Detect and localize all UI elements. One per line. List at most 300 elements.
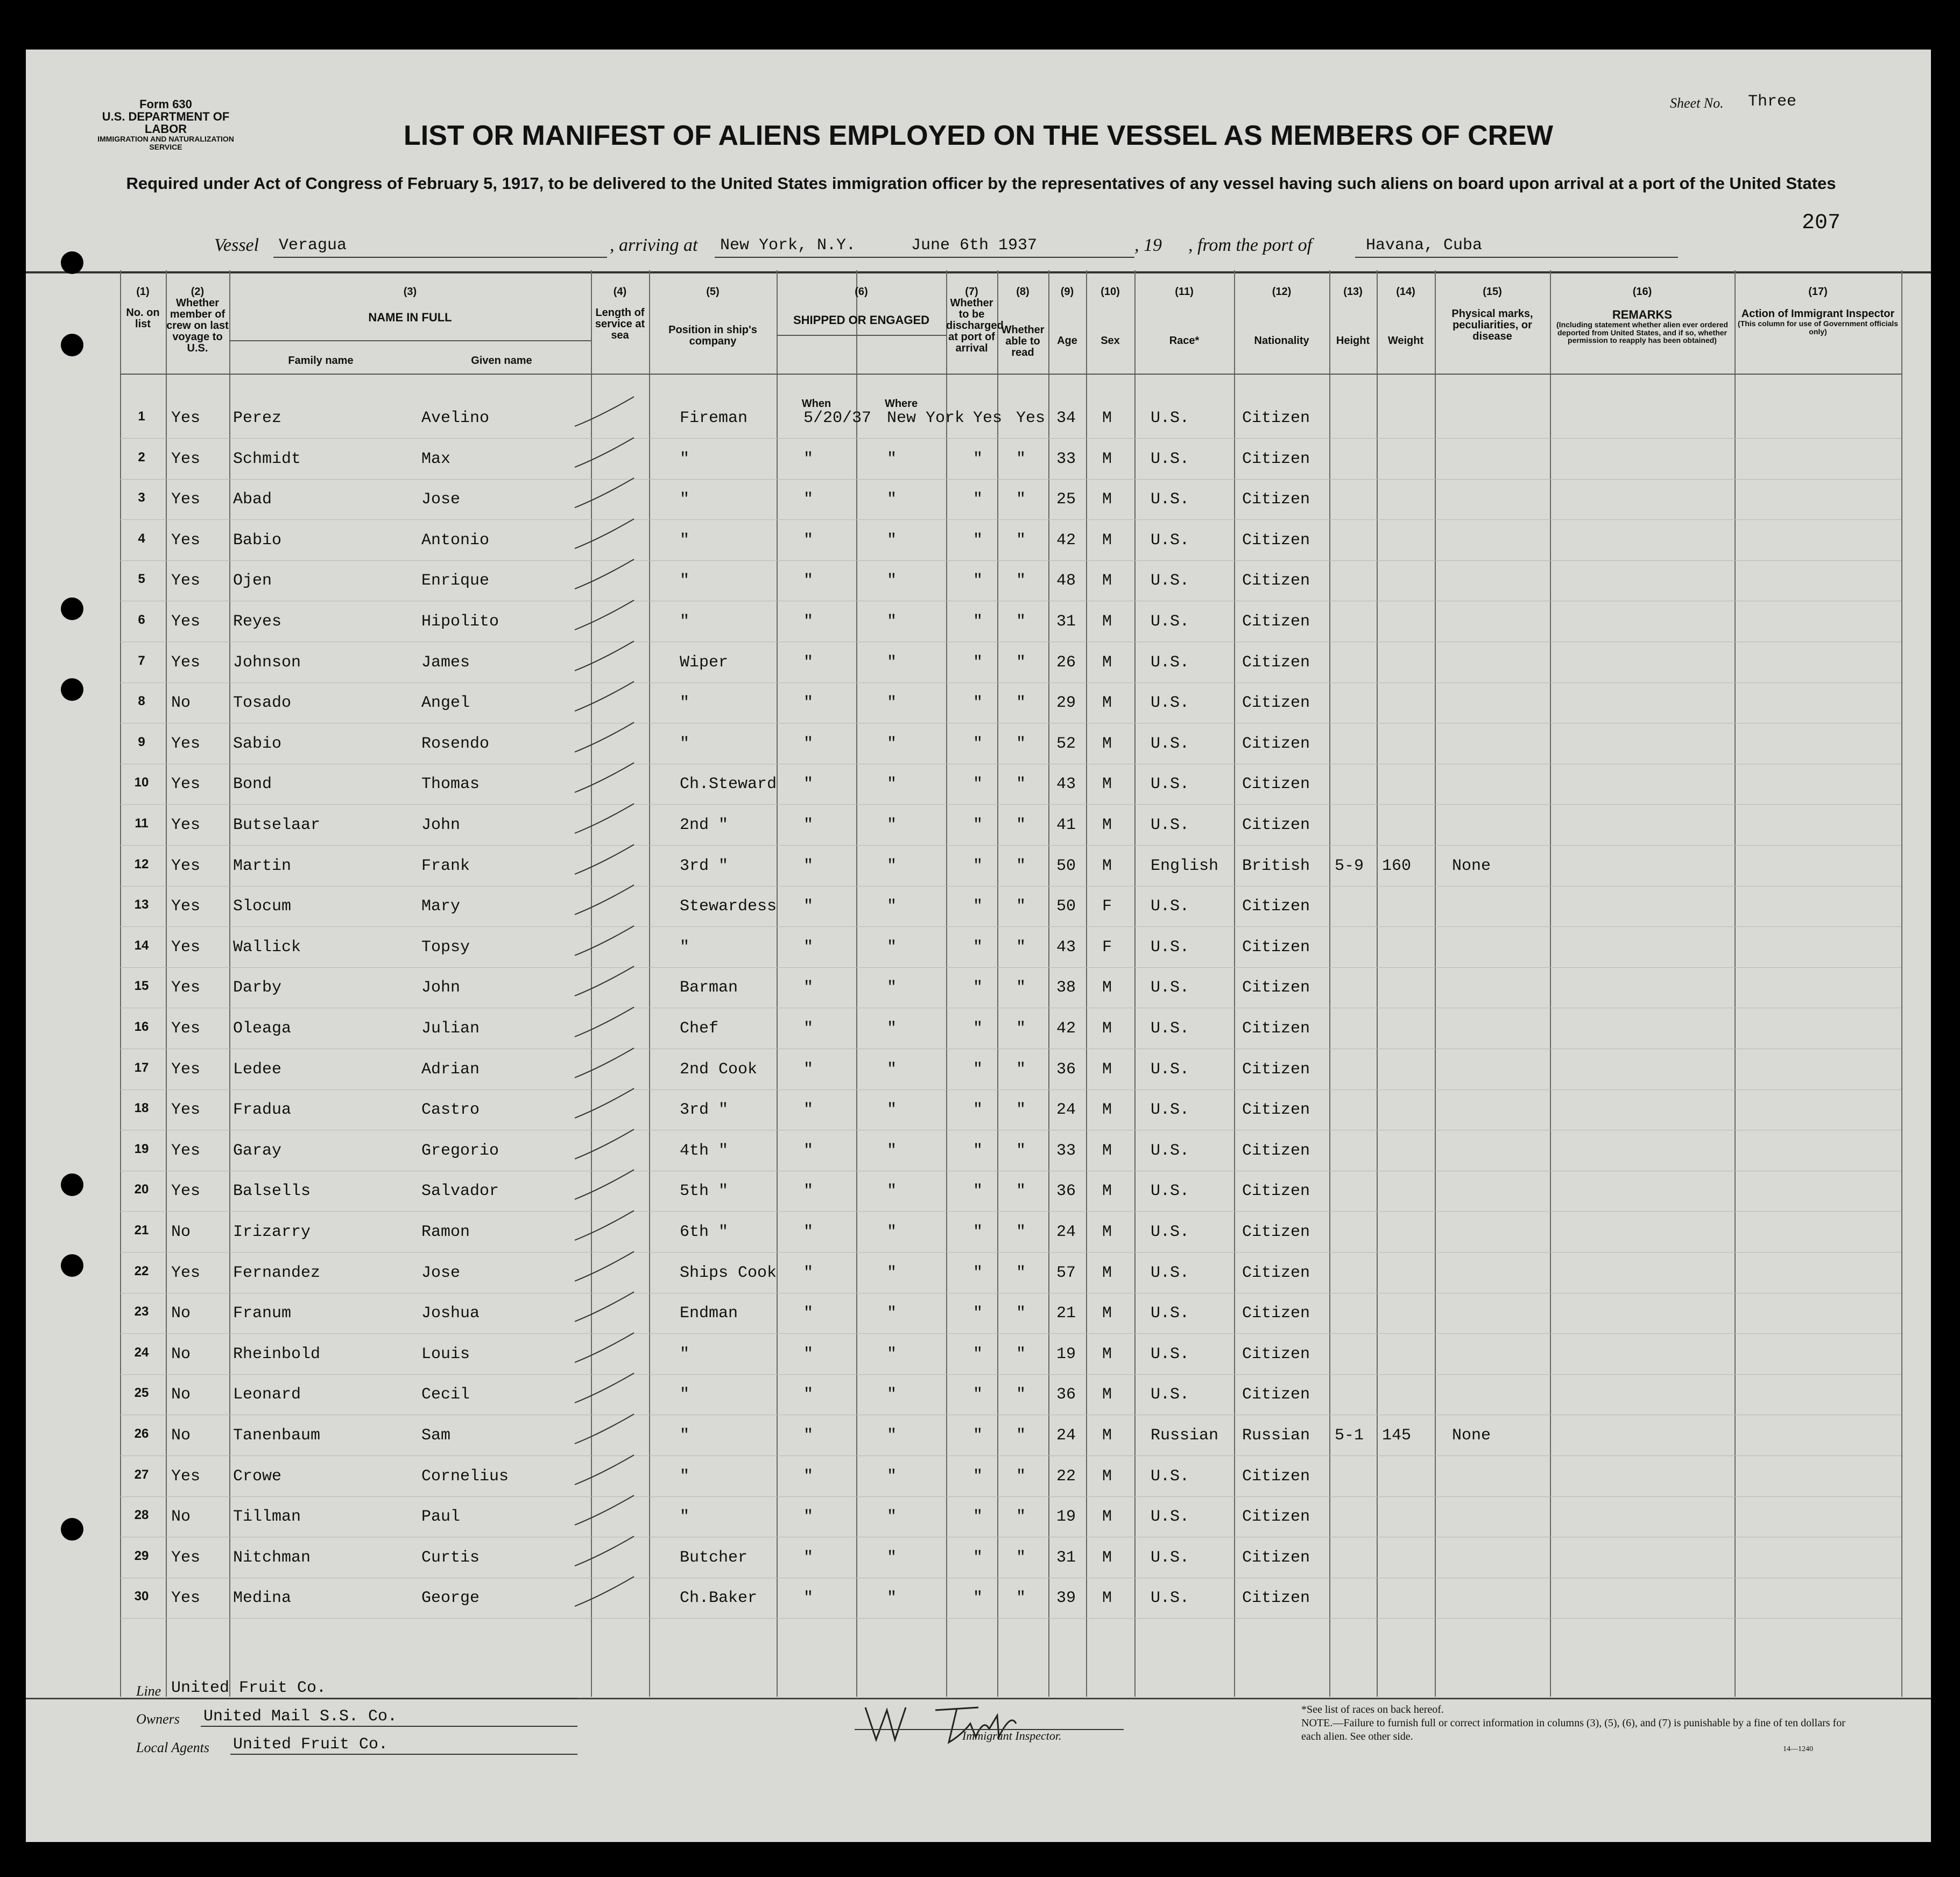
row-number: 24 bbox=[134, 1345, 149, 1360]
shipped-when: " bbox=[803, 531, 814, 550]
row-divider bbox=[120, 519, 1901, 520]
age: 33 bbox=[1056, 1141, 1076, 1160]
form-number: Form 630 bbox=[139, 97, 192, 111]
shipped-when: " bbox=[803, 938, 814, 957]
age: 43 bbox=[1056, 775, 1076, 794]
shipped-where: " bbox=[887, 1223, 897, 1241]
last-voyage: Yes bbox=[171, 897, 201, 916]
punch-hole bbox=[61, 597, 83, 620]
row-divider bbox=[120, 479, 1901, 480]
shipped-when: " bbox=[803, 1467, 814, 1486]
shipped-when: " bbox=[803, 694, 814, 713]
shipped-where: " bbox=[887, 816, 897, 834]
age: 38 bbox=[1056, 979, 1076, 997]
table-row bbox=[26, 1498, 1931, 1538]
race: U.S. bbox=[1151, 449, 1190, 468]
position: 3rd " bbox=[680, 1101, 729, 1120]
position: " bbox=[680, 1508, 690, 1527]
discharged: " bbox=[973, 1141, 983, 1160]
shipped-when: " bbox=[803, 1508, 814, 1527]
nationality: Citizen bbox=[1242, 1020, 1310, 1038]
race: U.S. bbox=[1151, 694, 1190, 713]
footer-notes bbox=[1301, 1703, 1856, 1744]
able-to-read: " bbox=[1016, 1141, 1026, 1160]
table-row bbox=[26, 562, 1931, 602]
row-number: 26 bbox=[134, 1426, 149, 1441]
inspector-label: Immigrant Inspector. bbox=[962, 1729, 1062, 1742]
nationality: Citizen bbox=[1242, 572, 1310, 590]
able-to-read: " bbox=[1016, 1060, 1026, 1079]
family-name: Perez bbox=[233, 409, 282, 427]
last-voyage: No bbox=[171, 1345, 191, 1363]
given-name: Castro bbox=[421, 1101, 480, 1120]
age: 36 bbox=[1056, 1060, 1076, 1079]
shipped-when: " bbox=[803, 1386, 814, 1404]
agents-value: United Fruit Co. bbox=[233, 1735, 389, 1754]
able-to-read: " bbox=[1016, 653, 1026, 672]
discharged: " bbox=[973, 1508, 983, 1527]
race: U.S. bbox=[1151, 1508, 1190, 1527]
race: U.S. bbox=[1151, 734, 1190, 753]
able-to-read: " bbox=[1016, 1020, 1026, 1038]
col-action-header: (17) Action of Immigrant Inspector (This column for use of Government officials only) bbox=[1738, 286, 1898, 336]
given-name: Salvador bbox=[421, 1182, 499, 1201]
sex: M bbox=[1102, 531, 1112, 550]
weight: 160 bbox=[1382, 856, 1412, 875]
family-name: Irizarry bbox=[233, 1223, 311, 1241]
shipped-when: " bbox=[803, 1060, 814, 1079]
row-number: 20 bbox=[134, 1182, 149, 1197]
race-note: *See list of races on back hereof. bbox=[1301, 1704, 1444, 1716]
able-to-read: " bbox=[1016, 1263, 1026, 1282]
service-tick-mark bbox=[569, 842, 639, 880]
position: Endman bbox=[680, 1304, 738, 1323]
last-voyage: No bbox=[171, 1508, 191, 1527]
last-voyage: Yes bbox=[171, 1020, 201, 1038]
service-tick-mark bbox=[569, 679, 639, 716]
family-name: Ledee bbox=[233, 1060, 282, 1079]
sex: M bbox=[1102, 856, 1112, 875]
race: U.S. bbox=[1151, 1386, 1190, 1404]
shipped-where: " bbox=[887, 1426, 897, 1445]
row-number: 4 bbox=[138, 531, 145, 546]
age: 50 bbox=[1056, 897, 1076, 916]
discharged: " bbox=[973, 856, 983, 875]
last-voyage: Yes bbox=[171, 775, 201, 794]
race: U.S. bbox=[1151, 490, 1190, 509]
sex: M bbox=[1102, 1426, 1112, 1445]
able-to-read: " bbox=[1016, 490, 1026, 509]
height: 5-9 bbox=[1335, 856, 1364, 875]
discharged: " bbox=[973, 1223, 983, 1241]
row-divider bbox=[120, 1333, 1901, 1334]
last-voyage: No bbox=[171, 1386, 191, 1404]
given-name: Sam bbox=[421, 1426, 451, 1445]
family-name: Johnson bbox=[233, 653, 301, 672]
sex: M bbox=[1102, 490, 1112, 509]
race: U.S. bbox=[1151, 1467, 1190, 1486]
row-number: 15 bbox=[134, 979, 149, 994]
manifest-sheet bbox=[26, 50, 1931, 1842]
given-name: Avelino bbox=[421, 409, 490, 427]
able-to-read: " bbox=[1016, 979, 1026, 997]
sex: M bbox=[1102, 1263, 1112, 1282]
shipped-when: " bbox=[803, 1263, 814, 1282]
row-number: 2 bbox=[138, 449, 145, 465]
service-tick-mark bbox=[569, 1452, 639, 1490]
row-divider bbox=[120, 1618, 1901, 1619]
discharged: " bbox=[973, 1060, 983, 1079]
service-tick-mark bbox=[569, 1249, 639, 1287]
race: U.S. bbox=[1151, 816, 1190, 834]
family-name: Fradua bbox=[233, 1101, 292, 1120]
service-tick-mark bbox=[569, 1086, 639, 1123]
sex: M bbox=[1102, 694, 1112, 713]
shipped-where: " bbox=[887, 856, 897, 875]
sex: M bbox=[1102, 1508, 1112, 1527]
shipped-where: " bbox=[887, 653, 897, 672]
shipped-when: " bbox=[803, 1426, 814, 1445]
position: 2nd " bbox=[680, 816, 729, 834]
given-name: Cecil bbox=[421, 1386, 470, 1404]
race: U.S. bbox=[1151, 531, 1190, 550]
table-row bbox=[26, 1579, 1931, 1620]
sex: M bbox=[1102, 1141, 1112, 1160]
given-name: Max bbox=[421, 449, 451, 468]
family-name: Abad bbox=[233, 490, 272, 509]
last-voyage: Yes bbox=[171, 1141, 201, 1160]
shipped-where: " bbox=[887, 1141, 897, 1160]
nationality: Citizen bbox=[1242, 1304, 1310, 1323]
sex: M bbox=[1102, 1020, 1112, 1038]
nationality: Citizen bbox=[1242, 1141, 1310, 1160]
row-number: 6 bbox=[138, 613, 145, 627]
age: 24 bbox=[1056, 1426, 1076, 1445]
able-to-read: " bbox=[1016, 1345, 1026, 1363]
row-number: 29 bbox=[134, 1548, 149, 1563]
nationality: Citizen bbox=[1242, 1508, 1310, 1527]
service-tick-mark bbox=[569, 964, 639, 1001]
shipped-when: " bbox=[803, 449, 814, 468]
nationality: Citizen bbox=[1242, 1101, 1310, 1120]
nationality: Citizen bbox=[1242, 1386, 1310, 1404]
position: " bbox=[680, 1426, 690, 1445]
table-row bbox=[26, 684, 1931, 725]
position: " bbox=[680, 694, 690, 713]
shipped-when: " bbox=[803, 1548, 814, 1567]
last-voyage: Yes bbox=[171, 613, 201, 631]
able-to-read: Yes bbox=[1016, 409, 1046, 427]
able-to-read: " bbox=[1016, 1426, 1026, 1445]
col-age-header: (9) Age bbox=[1057, 286, 1077, 347]
age: 19 bbox=[1056, 1345, 1076, 1363]
shipped-when: " bbox=[803, 1020, 814, 1038]
row-number: 28 bbox=[134, 1508, 149, 1523]
nationality: Citizen bbox=[1242, 979, 1310, 997]
family-name-header: Family name bbox=[288, 355, 354, 367]
family-name: Tosado bbox=[233, 694, 292, 713]
position: " bbox=[680, 490, 690, 509]
shipped-when: " bbox=[803, 1223, 814, 1241]
family-name: Crowe bbox=[233, 1467, 282, 1486]
shipped-when: " bbox=[803, 775, 814, 794]
table-row bbox=[26, 1254, 1931, 1295]
last-voyage: Yes bbox=[171, 938, 201, 957]
nationality: Citizen bbox=[1242, 1589, 1310, 1608]
table-row bbox=[26, 1172, 1931, 1213]
service-tick-mark bbox=[569, 1330, 639, 1368]
row-number: 11 bbox=[135, 816, 149, 831]
position: Fireman bbox=[680, 409, 748, 427]
discharged: " bbox=[973, 1589, 983, 1608]
discharged: " bbox=[973, 938, 983, 957]
position: " bbox=[680, 734, 690, 753]
nationality: Citizen bbox=[1242, 816, 1310, 834]
age: 29 bbox=[1056, 694, 1076, 713]
sex: M bbox=[1102, 1345, 1112, 1363]
age: 52 bbox=[1056, 734, 1076, 753]
shipped-when: " bbox=[803, 613, 814, 631]
table-row bbox=[26, 1213, 1931, 1254]
race: English bbox=[1151, 856, 1219, 875]
discharged: " bbox=[973, 572, 983, 590]
able-to-read: " bbox=[1016, 694, 1026, 713]
shipped-where: " bbox=[887, 1304, 897, 1323]
age: 57 bbox=[1056, 1263, 1076, 1282]
sheet-label: Sheet No. bbox=[1670, 95, 1724, 111]
age: 36 bbox=[1056, 1182, 1076, 1201]
able-to-read: " bbox=[1016, 1386, 1026, 1404]
table-row bbox=[26, 765, 1931, 806]
page-title: LIST OR MANIFEST OF ALIENS EMPLOYED ON THE VESSEL AS MEMBERS OF CREW bbox=[404, 120, 1553, 151]
family-name: Nitchman bbox=[233, 1548, 311, 1567]
able-to-read: " bbox=[1016, 897, 1026, 916]
last-voyage: Yes bbox=[171, 653, 201, 672]
position: Ch.Steward bbox=[680, 775, 777, 794]
year-label: , 19 bbox=[1134, 235, 1162, 255]
family-name: Oleaga bbox=[233, 1020, 292, 1038]
subtitle: Required under Act of Congress of February 5, 1917, to be delivered to the United States immigration officer by the representatives of any vessel having such aliens on board upon arrival at a port of the United States bbox=[126, 174, 1836, 193]
discharged: " bbox=[973, 1263, 983, 1282]
shipped-where: " bbox=[887, 897, 897, 916]
nationality: Citizen bbox=[1242, 409, 1310, 427]
row-divider bbox=[120, 804, 1901, 805]
given-name: John bbox=[421, 816, 461, 834]
punch-hole bbox=[61, 334, 83, 356]
row-number: 9 bbox=[138, 734, 145, 749]
shipped-where: " bbox=[887, 1508, 897, 1527]
given-name: John bbox=[421, 979, 461, 997]
service-tick-mark bbox=[569, 516, 639, 554]
shipped-when: " bbox=[803, 816, 814, 834]
given-name: Thomas bbox=[421, 775, 480, 794]
age: 25 bbox=[1056, 490, 1076, 509]
nationality: Citizen bbox=[1242, 490, 1310, 509]
family-name: Ojen bbox=[233, 572, 272, 590]
last-voyage: Yes bbox=[171, 1589, 201, 1608]
arriving-label: , arriving at bbox=[610, 235, 698, 255]
age: 42 bbox=[1056, 531, 1076, 550]
family-name: Balsells bbox=[233, 1182, 311, 1201]
given-name: Louis bbox=[421, 1345, 470, 1363]
shipped-where: " bbox=[887, 1101, 897, 1120]
row-number: 22 bbox=[134, 1263, 149, 1278]
last-voyage: No bbox=[171, 694, 191, 713]
from-label: , from the port of bbox=[1188, 235, 1313, 255]
line-value: United Fruit Co. bbox=[171, 1679, 327, 1697]
department: U.S. DEPARTMENT OF LABOR bbox=[102, 110, 230, 136]
family-name: Leonard bbox=[233, 1386, 301, 1404]
service-tick-mark bbox=[569, 557, 639, 594]
discharged: " bbox=[973, 897, 983, 916]
row-divider bbox=[120, 967, 1901, 968]
sex: M bbox=[1102, 1182, 1112, 1201]
age: 22 bbox=[1056, 1467, 1076, 1486]
row-divider bbox=[120, 1374, 1901, 1375]
punch-hole bbox=[61, 678, 83, 701]
row-number: 27 bbox=[134, 1467, 149, 1482]
sex: M bbox=[1102, 409, 1112, 427]
race: U.S. bbox=[1151, 1141, 1190, 1160]
given-name: Hipolito bbox=[421, 613, 499, 631]
shipped-when: " bbox=[803, 572, 814, 590]
table-row bbox=[26, 1539, 1931, 1579]
position: Barman bbox=[680, 979, 738, 997]
family-name: Tillman bbox=[233, 1508, 301, 1527]
family-name: Fernandez bbox=[233, 1263, 321, 1282]
given-name: Antonio bbox=[421, 531, 490, 550]
able-to-read: " bbox=[1016, 613, 1026, 631]
position: " bbox=[680, 613, 690, 631]
discharged: " bbox=[973, 1020, 983, 1038]
family-name: Rheinbold bbox=[233, 1345, 321, 1363]
shipped-when: " bbox=[803, 1101, 814, 1120]
given-name: Joshua bbox=[421, 1304, 480, 1323]
given-name: Mary bbox=[421, 897, 461, 916]
shipped-when: " bbox=[803, 1304, 814, 1323]
race: U.S. bbox=[1151, 1589, 1190, 1608]
sex: M bbox=[1102, 734, 1112, 753]
shipped-when: " bbox=[803, 897, 814, 916]
age: 19 bbox=[1056, 1508, 1076, 1527]
service-tick-mark bbox=[569, 801, 639, 839]
discharged: " bbox=[973, 1467, 983, 1486]
row-divider bbox=[120, 1496, 1901, 1497]
vessel-name: Veragua bbox=[279, 236, 347, 255]
service-tick-mark bbox=[569, 1370, 639, 1408]
row-divider bbox=[120, 926, 1901, 927]
last-voyage: Yes bbox=[171, 1101, 201, 1120]
table-row bbox=[26, 969, 1931, 1009]
age: 31 bbox=[1056, 613, 1076, 631]
nationality: Citizen bbox=[1242, 1182, 1310, 1201]
position: Ships Cook bbox=[680, 1263, 777, 1282]
table-row bbox=[26, 847, 1931, 888]
shipped-where: " bbox=[887, 694, 897, 713]
shipped-where: " bbox=[887, 531, 897, 550]
service-tick-mark bbox=[569, 638, 639, 676]
col-nationality-header: (12) Nationality bbox=[1254, 286, 1309, 347]
nationality: Citizen bbox=[1242, 694, 1310, 713]
shipped-when: " bbox=[803, 1345, 814, 1363]
page-number: 207 bbox=[1802, 211, 1841, 235]
nationality: Citizen bbox=[1242, 1548, 1310, 1567]
when-header: When bbox=[801, 398, 831, 410]
race: U.S. bbox=[1151, 979, 1190, 997]
position: 2nd Cook bbox=[680, 1060, 758, 1079]
sex: M bbox=[1102, 1223, 1112, 1241]
race: U.S. bbox=[1151, 1101, 1190, 1120]
row-number: 25 bbox=[134, 1386, 149, 1401]
race: U.S. bbox=[1151, 1263, 1190, 1282]
family-name: Slocum bbox=[233, 897, 292, 916]
sex: M bbox=[1102, 1101, 1112, 1120]
age: 26 bbox=[1056, 653, 1076, 672]
punch-hole bbox=[61, 1173, 83, 1196]
age: 36 bbox=[1056, 1386, 1076, 1404]
row-number: 17 bbox=[134, 1060, 149, 1075]
shipped-where: New York bbox=[887, 409, 965, 427]
table-row bbox=[26, 522, 1931, 562]
table-row bbox=[26, 1417, 1931, 1457]
race: U.S. bbox=[1151, 409, 1190, 427]
row-number: 10 bbox=[134, 775, 149, 790]
family-name: Medina bbox=[233, 1589, 292, 1608]
age: 43 bbox=[1056, 938, 1076, 957]
position: " bbox=[680, 531, 690, 550]
table-row bbox=[26, 725, 1931, 765]
height: 5-1 bbox=[1335, 1426, 1364, 1445]
table-row bbox=[26, 1010, 1931, 1050]
discharged: " bbox=[973, 1345, 983, 1363]
position: 4th " bbox=[680, 1141, 729, 1160]
able-to-read: " bbox=[1016, 1589, 1026, 1608]
table-row bbox=[26, 1458, 1931, 1498]
service-tick-mark bbox=[569, 1493, 639, 1530]
race: U.S. bbox=[1151, 938, 1190, 957]
family-name: Sabio bbox=[233, 734, 282, 753]
able-to-read: " bbox=[1016, 816, 1026, 834]
col-weight-header: (14) Weight bbox=[1387, 286, 1424, 347]
position: " bbox=[680, 1345, 690, 1363]
discharged: " bbox=[973, 775, 983, 794]
service-tick-mark bbox=[569, 1127, 639, 1164]
age: 34 bbox=[1056, 409, 1076, 427]
discharged: " bbox=[973, 449, 983, 468]
nationality: Citizen bbox=[1242, 1345, 1310, 1363]
punch-hole bbox=[61, 1518, 83, 1541]
sex: M bbox=[1102, 979, 1112, 997]
table-row bbox=[26, 644, 1931, 684]
table-row bbox=[26, 1051, 1931, 1091]
shipped-where: " bbox=[887, 1020, 897, 1038]
last-voyage: Yes bbox=[171, 1263, 201, 1282]
position: " bbox=[680, 938, 690, 957]
family-name: Garay bbox=[233, 1141, 282, 1160]
family-name: Schmidt bbox=[233, 449, 301, 468]
given-name: Rosendo bbox=[421, 734, 490, 753]
nationality: Citizen bbox=[1242, 653, 1310, 672]
service-tick-mark bbox=[569, 1534, 639, 1571]
shipped-where: " bbox=[887, 490, 897, 509]
discharged: " bbox=[973, 734, 983, 753]
last-voyage: Yes bbox=[171, 409, 201, 427]
nationality: Citizen bbox=[1242, 449, 1310, 468]
able-to-read: " bbox=[1016, 856, 1026, 875]
shipped-when: " bbox=[803, 1141, 814, 1160]
given-name: Angel bbox=[421, 694, 470, 713]
table-row bbox=[26, 1295, 1931, 1335]
